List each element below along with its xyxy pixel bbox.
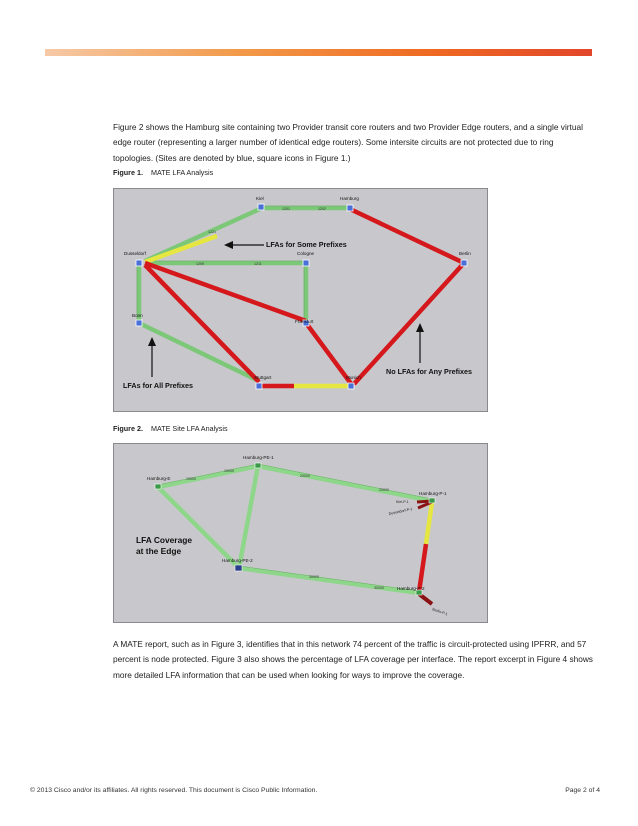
node-cologne [303, 260, 309, 266]
node-munich [348, 383, 354, 389]
report-paragraph: A MATE report, such as in Figure 3, identifies that in this network 74 percent of the traffic is circuit-protected using IPFRR, and 57 percent is node protected. Figure 3 also shows the percentage of LFA coverage per interface. The report excerpt in Figure 4 shows more detailed LFA information that can be used when looking for ways to improve the coverage. [113, 639, 593, 680]
node-hamburg-pe2 [235, 565, 242, 571]
link-label: 30000 [374, 586, 384, 590]
node-label-cologne: Cologne [297, 251, 315, 256]
figure2-diagram [113, 443, 488, 623]
figure2-caption: MATE Site LFA Analysis [151, 424, 228, 433]
node-dusseldorf [136, 260, 142, 266]
link-label: 20000 [379, 488, 389, 492]
annotation-some-prefixes: LFAs for Some Prefixes [266, 240, 347, 249]
node-kiel [258, 204, 264, 210]
link-label: 10000 [224, 469, 234, 473]
link-label: 1211 [254, 262, 262, 266]
link-pe1-p1 [258, 466, 432, 501]
link-dusseldorf-kiel [145, 208, 262, 261]
node-label-berlin: Berlin [459, 251, 471, 256]
footer-copyright: © 2013 Cisco and/or its affiliates. All rights reserved. This document is Cisco Public Information. [30, 787, 318, 794]
link-label: 1209 [196, 262, 204, 266]
node-label-munich: Munich [346, 375, 361, 380]
node-label-hamburg: Hamburg [340, 196, 359, 201]
link-label: 10000 [186, 477, 196, 481]
node-label-bonn: Bonn [132, 313, 143, 318]
node-label-stuttgart: Stuttgart [254, 375, 272, 380]
node-bonn [136, 320, 142, 326]
header-accent-bar [45, 49, 592, 56]
node-label-hamburg-pe2: Hamburg-PE-2 [222, 558, 253, 563]
annotation-coverage-line2: at the Edge [136, 546, 182, 556]
node-hamburg-e [155, 484, 161, 489]
node-hamburg-p1 [429, 498, 435, 503]
link-label: 30000 [309, 575, 319, 579]
link-label: 1201 [282, 207, 290, 211]
footer-page-number: Page 2 of 4 [565, 787, 600, 794]
figure2-number: Figure 2. [113, 424, 143, 433]
node-label-berlin-p1: Berlin-P-1 [431, 607, 449, 617]
annotation-all-prefixes: LFAs for All Prefixes [123, 381, 194, 390]
node-label-hamburg-e: Hamburg-E [147, 476, 171, 481]
node-label-dusseldorf-p1: Dusseldorf-P-1 [388, 507, 413, 516]
figure1-label [113, 168, 213, 177]
link-label: 1202 [318, 207, 326, 211]
figure1-diagram [113, 188, 488, 412]
link-pe1-pe2 [239, 466, 258, 568]
node-label-kiel: Kiel [256, 196, 264, 201]
node-label-frankfurt: Frankfurt [295, 319, 314, 324]
link-hamburg-berlin [350, 209, 464, 263]
link-p1-p2 [419, 544, 426, 592]
node-label-hamburg-p1: Hamburg-P-1 [419, 491, 447, 496]
link-hamburg-e-pe1 [158, 466, 258, 487]
intro-paragraph: Figure 2 shows the Hamburg site containing two Provider transit core routers and two Provider Edge routers, and a single virtual edge router (representing a larger number of identical edge routers). Some intersite circuits are not protected due to ring topologies. (Sites are denoted by blue, square icons in Figure 1.) [113, 122, 583, 163]
link-bonn-stuttgart [139, 323, 259, 381]
node-label-dusseldorf: Dusseldorf [124, 251, 146, 256]
node-stuttgart [256, 383, 262, 389]
figure2-label [113, 424, 228, 433]
link-label: 1221 [208, 230, 216, 234]
annotation-no-prefixes: No LFAs for Any Prefixes [386, 367, 473, 376]
annotation-coverage-line1: LFA Coverage [136, 535, 193, 545]
figure1-caption: MATE LFA Analysis [151, 168, 214, 177]
link-dusseldorf-kiel-partial [145, 236, 217, 262]
link-p1-p2-partial [426, 502, 432, 544]
link-berlin-munich [354, 263, 464, 384]
node-label-hamburg-pe1: Hamburg-PE-1 [243, 455, 274, 460]
node-berlin [461, 260, 467, 266]
figure1-number: Figure 1. [113, 168, 143, 177]
node-hamburg [347, 205, 353, 211]
node-hamburg-pe1 [255, 463, 261, 468]
link-pe2-p2 [239, 568, 419, 593]
link-label: 20000 [300, 474, 310, 478]
node-label-kiel-p1: Kiel-P-1 [396, 500, 409, 504]
link-p2-berlin [419, 594, 432, 604]
node-label-hamburg-p2: Hamburg-P-2 [397, 586, 425, 591]
